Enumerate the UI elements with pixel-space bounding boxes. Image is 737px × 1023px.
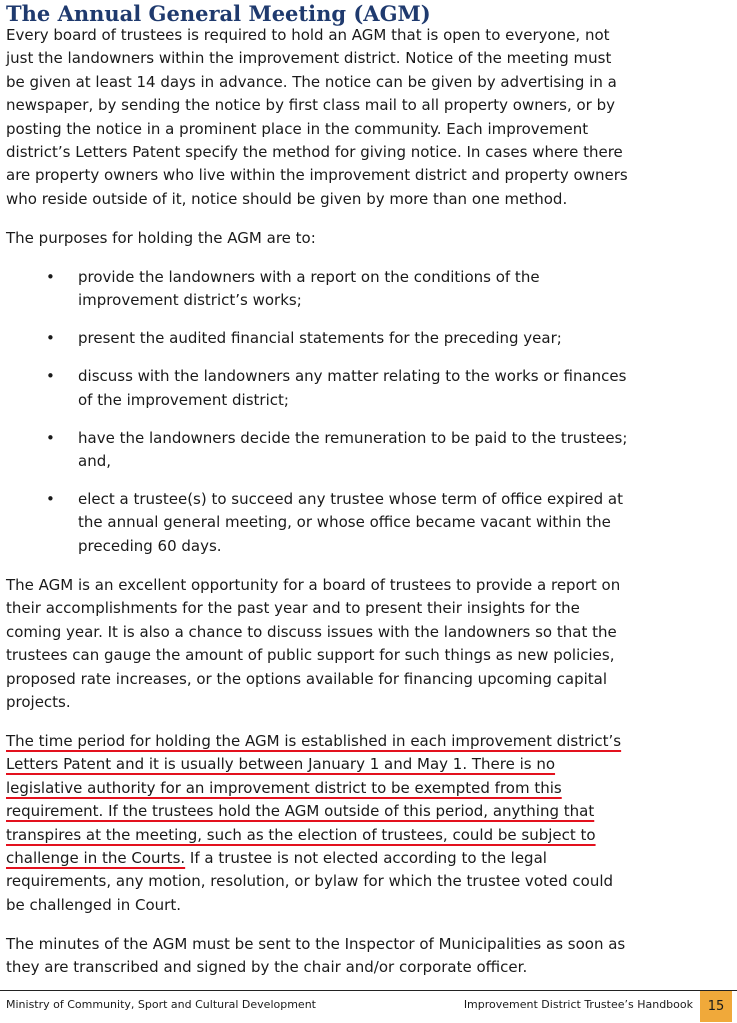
paragraph-time-period-rest: If a trustee is not elected according to the legal requirements, any motion, resolution, or bylaw for which the trustee voted could be challenged in Court. (6, 848, 614, 914)
bullet-icon: • (46, 329, 55, 348)
bullet-icon: • (46, 490, 55, 509)
footer-ministry: Ministry of Community, Sport and Cultural Development (6, 998, 316, 1011)
purposes-list (6, 266, 631, 558)
list-item (6, 266, 631, 313)
list-item-text: present the audited financial statements for the preceding year; (78, 329, 562, 348)
footer-divider (0, 990, 737, 991)
page-number-badge: 15 (700, 991, 732, 1022)
paragraph-opportunity: The AGM is an excellent opportunity for a board of trustees to provide a report on their accomplishments for the past year and to present their insights for the coming year. It is also a chance to discuss issues with the landowners so that the trustees can gauge the amount of public support for such things as new policies, proposed rate increases, or the options available for financing upcoming capital projects. (6, 575, 621, 711)
section-heading: The Annual General Meeting (AGM) (6, 1, 431, 26)
bullet-icon: • (46, 367, 55, 386)
paragraph-minutes: The minutes of the AGM must be sent to the Inspector of Municipalities as soon as they are transcribed and signed by the chair and/or corporate officer. (6, 934, 626, 977)
paragraph-time-period (6, 730, 631, 917)
list-item (6, 488, 631, 558)
bullet-icon: • (46, 428, 55, 447)
list-item (6, 327, 631, 350)
body-content (6, 24, 631, 995)
list-item-text: provide the landowners with a report on the conditions of the improvement district’s works; (78, 267, 540, 310)
list-item-text: elect a trustee(s) to succeed any trustee whose term of office expired at the annual general meeting, or whose office became vacant within the preceding 60 days. (78, 490, 623, 555)
footer-handbook-title: Improvement District Trustee’s Handbook (463, 998, 693, 1011)
list-item-text: discuss with the landowners any matter relating to the works or finances of the improvement district; (78, 367, 627, 409)
paragraph-purposes-intro: The purposes for holding the AGM are to: (6, 228, 316, 247)
bullet-icon: • (46, 267, 55, 286)
underlined-passage: The time period for holding the AGM is established in each improvement district’s Letters Patent and it is usually between January 1 and May 1. There is no legislative authority for an improvement district to be exempted from this requirement. If the trustees hold the AGM outside of this period, anything that transpires at the meeting, such as the election of trustees, could be subject to challenge in the Courts. (6, 731, 622, 867)
list-item (6, 427, 631, 474)
list-item-text: have the landowners decide the remuneration to be paid to the trustees; and, (78, 428, 628, 471)
list-item (6, 365, 631, 412)
paragraph-notice: Every board of trustees is required to hold an AGM that is open to everyone, not just the landowners within the improvement district. Notice of the meeting must be given at least 14 days in advance. The notice can be given by advertising in a newspaper, by sending the notice by first class mail to all property owners, or by posting the notice in a prominent place in the community. Each improvement district’s Letters Patent specify the method for giving notice. In cases where there are property owners who live within the improvement district and property owners who reside outside of it, notice should be given by more than one method. (6, 26, 628, 208)
